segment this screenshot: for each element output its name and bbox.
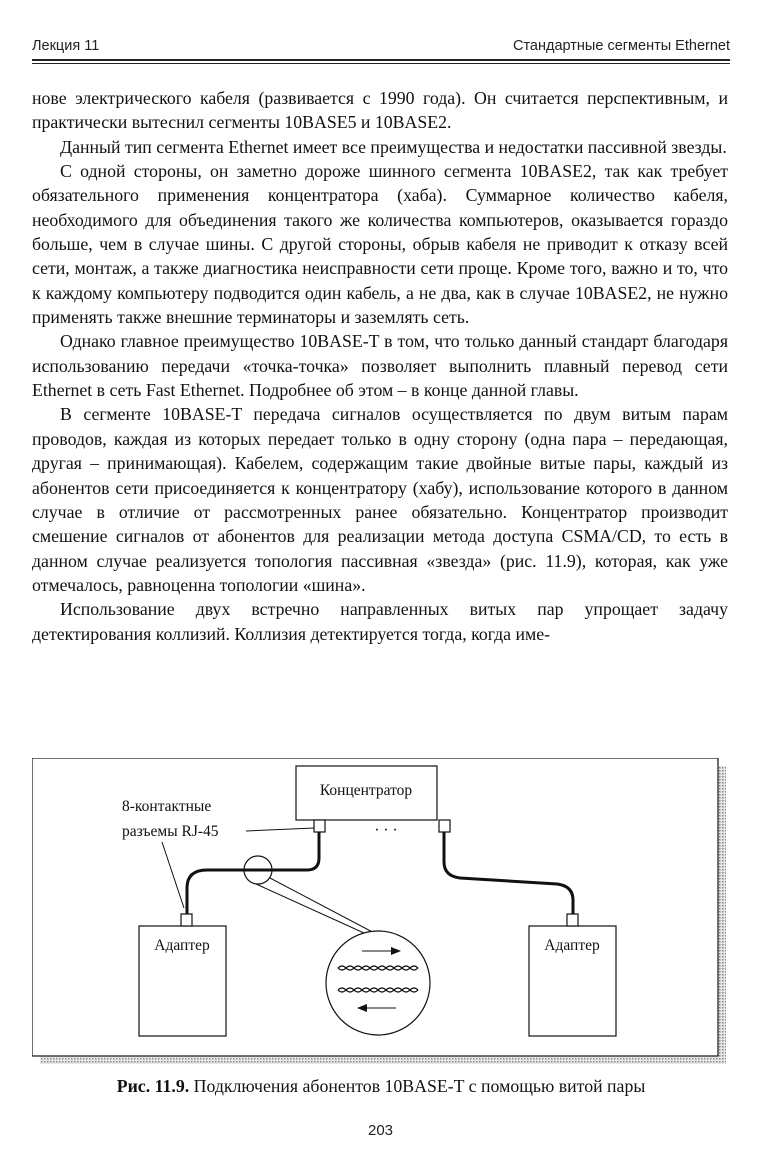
hub-label: Концентратор — [319, 782, 413, 799]
paragraph: нове электрического кабеля (развивается с 1990 года). Он считается перспективным, и практически вытеснил сегменты 10BASE5 и 10BASE2. — [32, 88, 728, 133]
header-chapter-title: Стандартные сегменты Ethernet — [512, 38, 730, 54]
adapter-left-label: Адаптер — [154, 937, 210, 954]
paragraph: С одной стороны, он заметно дороже шинного сегмента 10BASE2, так как требует обязательного применения концентратора (хаба). Суммарное количество кабеля, необходимого для объединения такого же количества компьютеров, оказывается гораздо больше, чем в случае шины. С другой стороны, обрыв кабеля не приводит к отказу всей сети, монтаж, а также диагностика неисправности сети проще. Кроме того, важно и то, что к каждому компьютеру подводится один кабель, а не два, как в случае 10BASE2, не нужно применять также внешние терминаторы и заземлять сеть. — [32, 161, 728, 328]
header-rule — [32, 59, 730, 61]
connector-label-line1: 8-контактные — [122, 798, 212, 815]
paragraph: Однако главное преимущество 10BASE-T в том, что только данный стандарт благодаря использованию передачи «точка-точка» позволяет выполнить плавный перевод сети Ethernet в сеть Fast Ethernet. Подробнее об этом – в конце данной главы. — [32, 331, 728, 401]
paragraph: Данный тип сегмента Ethernet имеет все преимущества и недостатки пассивной звезды. — [60, 136, 727, 157]
adapter-right-port — [567, 914, 578, 926]
header-lecture: Лекция 11 — [32, 38, 100, 54]
hub-port-right — [439, 820, 450, 832]
caption-number: Рис. 11.9. — [116, 1076, 190, 1096]
figure-10base-t — [32, 758, 730, 1068]
adapter-right-label: Адаптер — [544, 937, 600, 954]
body-text — [32, 86, 728, 646]
connector-label-line2: разъемы RJ-45 — [122, 823, 219, 840]
twisted-pair-magnified — [326, 931, 430, 1035]
figure-caption — [32, 1076, 730, 1097]
paragraph: Использование двух встречно направленных витых пар упрощает задачу детектирования коллизий. Коллизия детектируется тогда, когда име- — [32, 599, 728, 644]
caption-text: Подключения абонентов 10BASE-T с помощью витой пары — [189, 1076, 646, 1096]
header-rule-thin — [32, 63, 730, 64]
hub-ellipsis: · · · — [374, 822, 398, 839]
paragraph: В сегменте 10BASE-T передача сигналов осуществляется по двум витым парам проводов, каждая из которых передает только в одну сторону (одна пара – передающая, другая – принимающая). Кабелем, содержащим такие двойные витые пары, каждый из абонентов сети присоединяется к концентратору (хабу), использование которого в данном случае в отличие от рассмотренных ранее обязательно. Концентратор производит смешение сигналов от абонентов для реализации метода доступа CSMA/CD, то есть в данном случае реализуется топология пассивная «звезда» (рис. 11.9), которая, как уже отмечалось, равноценна топологии «шина». — [32, 404, 728, 595]
page-number: 203 — [367, 1122, 394, 1139]
adapter-left-port — [181, 914, 192, 926]
hub-port-left — [314, 820, 325, 832]
